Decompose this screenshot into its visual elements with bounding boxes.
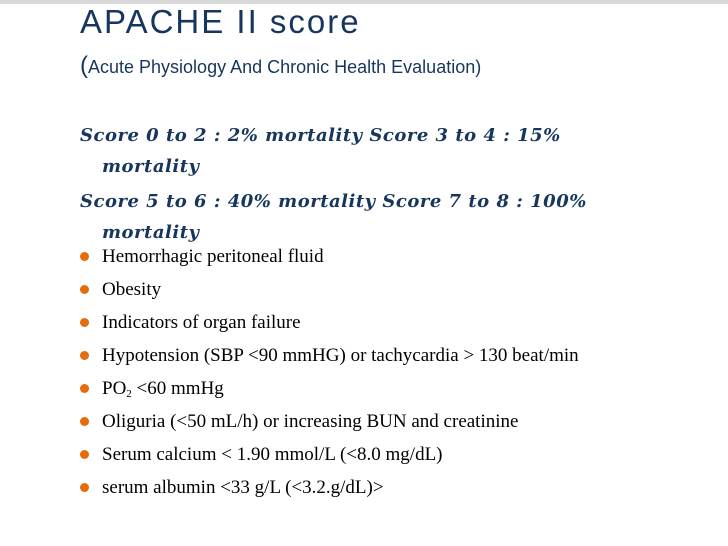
list-item (80, 471, 720, 504)
list-item (80, 405, 720, 438)
bullet-icon (80, 252, 89, 261)
po-text: PO (102, 378, 127, 399)
bullet-icon (80, 450, 89, 459)
list-item (80, 339, 720, 372)
po2-threshold: <60 mmHg (131, 378, 224, 399)
title-subtitle (80, 46, 481, 87)
item-text: serum albumin <33 g/L (<3.2.g/dL)> (102, 477, 384, 498)
list-item (80, 240, 720, 273)
bullet-icon (80, 483, 89, 492)
bullet-icon (80, 351, 89, 360)
item-text-po2 (102, 378, 224, 399)
bullet-icon (80, 318, 89, 327)
subtitle-text: Acute Physiology And Chronic Health Evaluation (88, 57, 476, 77)
list-item (80, 273, 720, 306)
bullet-icon (80, 384, 89, 393)
subscript-2: 2 (126, 388, 132, 400)
slide-title (80, 2, 481, 87)
title-main: APACHE II score (80, 3, 361, 40)
list-item (80, 438, 720, 471)
item-text: Obesity (102, 279, 162, 300)
item-text: Hypotension (SBP <90 mmHG) or tachycardia > 130 beat/min (102, 345, 579, 366)
bullet-icon (80, 417, 89, 426)
mortality-scores (80, 120, 640, 252)
item-text: Hemorrhagic peritoneal fluid (102, 246, 324, 267)
criteria-list (80, 240, 720, 504)
list-item (80, 306, 720, 339)
open-paren: ( (80, 52, 88, 79)
score-line-1: Score 0 to 2 : 2% mortality Score 3 to 4 : 15% mortality (80, 125, 561, 177)
score-line-2: Score 5 to 6 : 40% mortality Score 7 to 8 : 100% mortality (80, 191, 587, 243)
close-paren: ) (475, 57, 482, 77)
item-text: Indicators of organ failure (102, 312, 301, 333)
item-text: Oliguria (<50 mL/h) or increasing BUN and creatinine (102, 411, 519, 432)
bullet-icon (80, 285, 89, 294)
list-item (80, 372, 720, 405)
item-text: Serum calcium < 1.90 mmol/L (<8.0 mg/dL) (102, 444, 443, 465)
